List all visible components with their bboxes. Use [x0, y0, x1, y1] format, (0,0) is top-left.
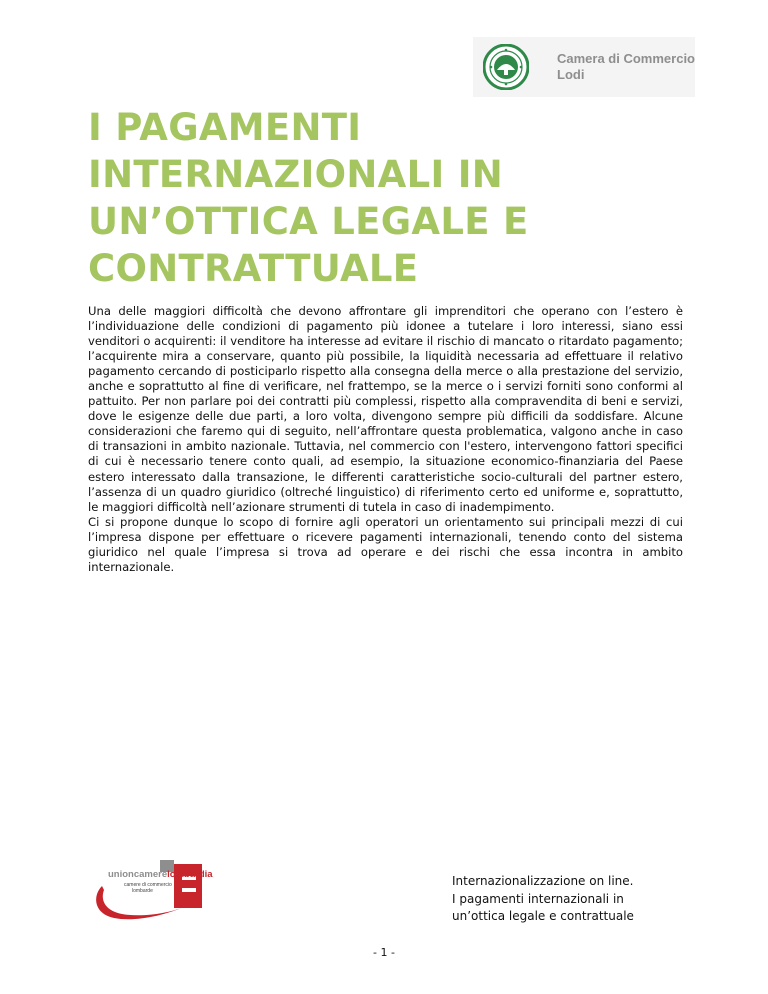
- title-line-3: UN’OTTICA LEGALE E: [88, 200, 529, 243]
- unioncamere-lombardia-logo: [90, 856, 224, 926]
- footer-caption-line2: I pagamenti internazionali in: [452, 891, 624, 906]
- footer-caption-line1: Internazionalizzazione on line.: [452, 874, 634, 888]
- body-paragraph-2: Ci si propone dunque lo scopo di fornire agli operatori un orientamento sui principali mezzi di cui l’impresa dispone per effettuare o ricevere pagamenti internazionali, tenendo conto del sistema giuridico nel quale l’impresa si trova ad operare e dei rischi che essa incontra in ambito internazionale.: [88, 514, 683, 574]
- document-title: [88, 104, 648, 292]
- logo-sub-line1: camere di commercio: [124, 882, 172, 888]
- page-number: - 1 -: [373, 946, 395, 959]
- chamber-name: [557, 51, 695, 83]
- title-line-1: I PAGAMENTI: [88, 106, 362, 149]
- body-text: [88, 304, 683, 575]
- title-line-4: CONTRATTUALE: [88, 247, 419, 290]
- logo-sub-line2: lombarde: [132, 888, 153, 894]
- chamber-name-line1: Camera di Commercio: [557, 51, 695, 66]
- body-paragraph-1: Una delle maggiori difficoltà che devono affrontare gli imprenditori che operano con l’estero è l’individuazione delle condizioni di pagamento più idonee a tutelare i loro interessi, siano essi venditori o acquirenti: il venditore ha interesse ad evitare il rischio di mancato o ritardato pagamento; l’acquirente mira a conservare, quanto più possibile, la liquidità necessaria ad effettuare il relativo pagamento cercando di posticiparlo rispetto alla consegna della merce o alla prestazione del servizio, anche e soprattutto al fine di verificare, nel frattempo, se la merce o i servizi forniti sono conformi al pattuito. Per non parlare poi dei contratti più complessi, rispetto alla compravendita di beni e servizi, dove le esigenze delle due parti, a loro volta, divengono sempre più difficili da soddisfare. Alcune considerazioni che faremo qui di seguito, nell’affrontare questa problematica, valgono anche in caso di transazioni in ambito nazionale. Tuttavia, nel commercio con l'estero, intervengono fattori specifici di cui è necessario tenere conto quali, ad esempio, la situazione economico-finanziaria del Paese estero interessato dalla transazione, le differenti caratteristiche socio-culturali del partner estero, l’assenza di un quadro giuridico (oltreché linguistico) di riferimento certo ed uniforme e, soprattutto, le maggiori difficoltà nell’azionare strumenti di tutela in caso di inadempimento.: [88, 304, 683, 514]
- chamber-of-commerce-logo: [473, 37, 695, 97]
- seal-emblem-icon: [483, 44, 529, 90]
- chamber-name-line2: Lodi: [557, 67, 585, 82]
- logo-brand-part2: lombardia: [167, 869, 213, 880]
- svg-text:unioncamerelombardia: [108, 869, 213, 880]
- footer-caption-line3: un’ottica legale e contrattuale: [452, 909, 634, 923]
- footer-caption: [452, 873, 682, 926]
- title-line-2: INTERNAZIONALI IN: [88, 153, 504, 196]
- logo-brand-part1: unioncamere: [108, 869, 168, 880]
